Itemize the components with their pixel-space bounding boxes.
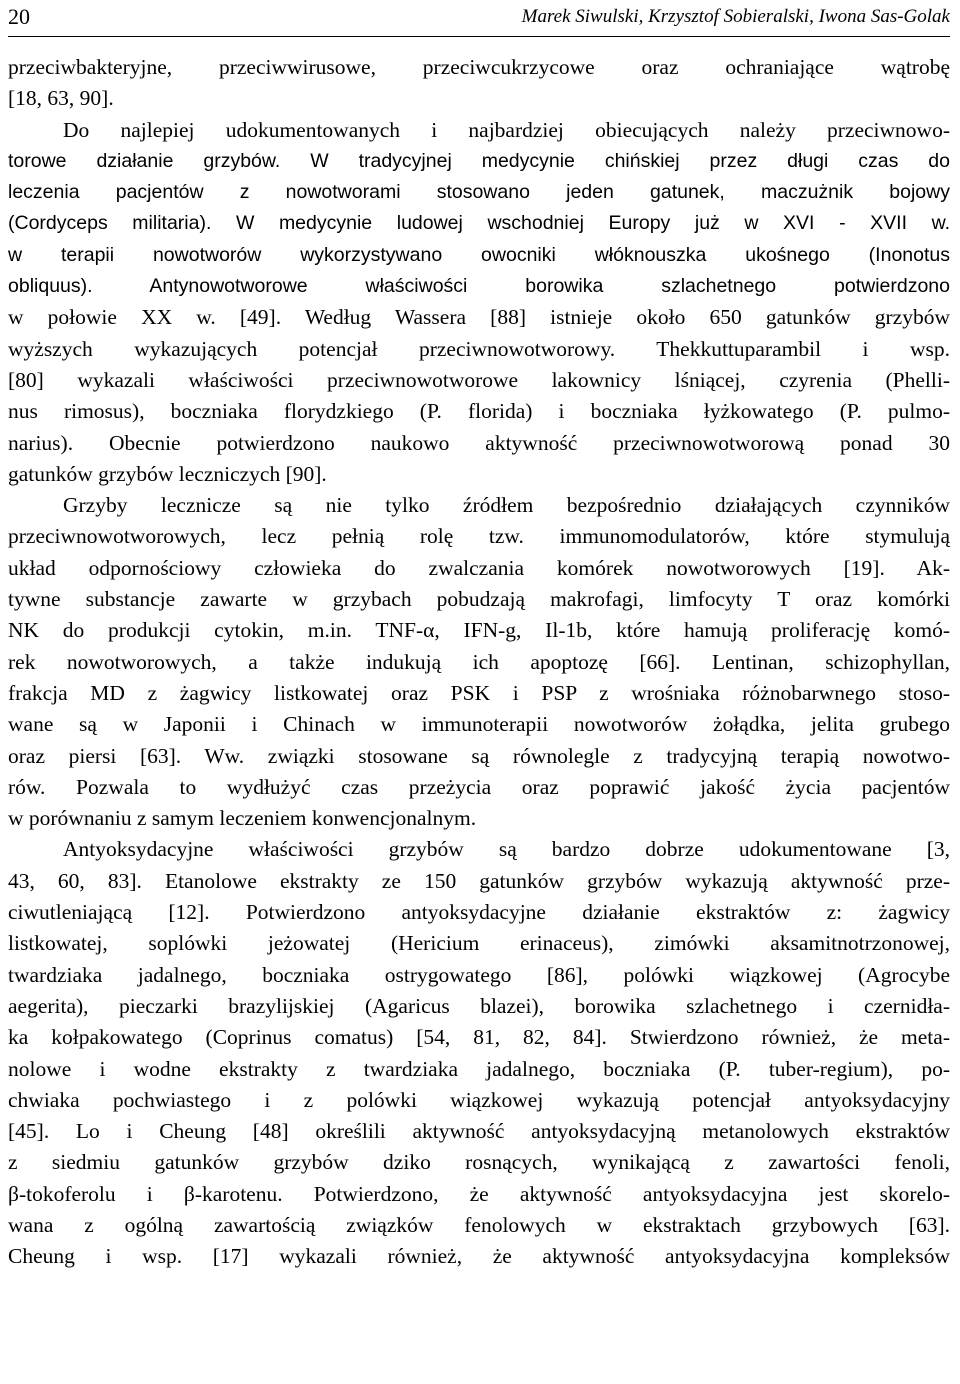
text-line: tywne substancje zawarte w grzybach pobudzają makrofagi, limfocyty T oraz komórki bbox=[8, 587, 950, 612]
body-text bbox=[8, 52, 950, 1273]
text-line: układ odpornościowy człowieka do zwalczania komórek nowotworowych [19]. Ak- bbox=[8, 555, 950, 580]
text-line: frakcja MD z żagwicy listkowatej oraz PSK i PSP z wrośniaka różnobarwnego stoso- bbox=[8, 680, 950, 705]
text-line: nus rimosus), boczniaka florydzkiego (P. florida) i boczniaka łyżkowatego (P. pulmo- bbox=[8, 399, 950, 424]
text-line: [45]. Lo i Cheung [48] określili aktywność antyoksydacyjną metanolowych ekstraktów bbox=[8, 1119, 950, 1144]
paragraph-start-line: Grzyby lecznicze są nie tylko źródłem bezpośrednio działających czynników bbox=[63, 493, 950, 518]
text-line: rek nowotworowych, a także indukują ich apoptozę [66]. Lentinan, schizophyllan, bbox=[8, 649, 950, 674]
paragraph-start-line: Do najlepiej udokumentowanych i najbardziej obiecujących należy przeciwnowo- bbox=[63, 117, 950, 142]
text-line: aegerita), pieczarki brazylijskiej (Agaricus blazei), borowika szlachetnego i czernidła- bbox=[8, 993, 950, 1018]
text-line: w terapii nowotworów wykorzystywano owocniki włóknouszka ukośnego (Inonotus bbox=[8, 243, 950, 266]
text-line: wana z ogólną zawartością związków fenolowych w ekstraktach grzybowych [63]. bbox=[8, 1212, 950, 1237]
text-line: obliquus). Antynowotworowe właściwości borowika szlachetnego potwierdzono bbox=[8, 275, 950, 298]
text-line: w połowie XX w. [49]. Według Wassera [88] istnieje około 650 gatunków grzybów bbox=[8, 305, 950, 330]
text-line: z siedmiu gatunków grzybów dziko rosnących, wynikającą z zawartości fenoli, bbox=[8, 1150, 950, 1175]
text-line: [80] wykazali właściwości przeciwnowotworowe lakownicy lśniącej, czyrenia (Phelli- bbox=[8, 367, 950, 392]
text-line: narius). Obecnie potwierdzono naukowo aktywność przeciwnowotworową ponad 30 bbox=[8, 430, 950, 455]
text-line: (Cordyceps militaria). W medycynie ludowej wschodniej Europy już w XVI - XVII w. bbox=[8, 212, 950, 235]
text-line: listkowatej, soplówki jeżowatej (Hericium erinaceus), zimówki aksamitnotrzonowej, bbox=[8, 931, 950, 956]
running-head: Marek Siwulski, Krzysztof Sobieralski, Iwona Sas-Golak bbox=[521, 6, 950, 27]
text-line: ka kołpakowatego (Coprinus comatus) [54, 81, 82, 84]. Stwierdzono również, że meta- bbox=[8, 1025, 950, 1050]
text-line: [18, 63, 90]. bbox=[8, 86, 114, 111]
text-line: przeciwbakteryjne, przeciwwirusowe, przeciwcukrzycowe oraz ochraniające wątrobę bbox=[8, 55, 950, 79]
text-line: twardziaka jadalnego, boczniaka ostrygowatego [86], polówki wiązkowej (Agrocybe bbox=[8, 962, 950, 987]
paragraph-start-line: Antyoksydacyjne właściwości grzybów są bardzo dobrze udokumentowane [3, bbox=[63, 837, 950, 862]
page-number: 20 bbox=[8, 4, 30, 29]
text-line: torowe działanie grzybów. W tradycyjnej medycynie chińskiej przez długi czas do bbox=[8, 149, 950, 172]
text-line: przeciwnowotworowych, lecz pełnią rolę tzw. immunomodulatorów, które stymulują bbox=[8, 524, 950, 549]
text-line: chwiaka pochwiastego i z polówki wiązkowej wykazują potencjał antyoksydacyjny bbox=[8, 1087, 950, 1112]
text-line: gatunków grzybów leczniczych [90]. bbox=[8, 461, 327, 486]
text-line: wane są w Japonii i Chinach w immunoterapii nowotworów żołądka, jelita grubego bbox=[8, 712, 950, 737]
text-line: w porównaniu z samym leczeniem konwencjonalnym. bbox=[8, 806, 477, 831]
text-line: wyższych wykazujących potencjał przeciwnowotworowy. Thekkuttuparambil i wsp. bbox=[8, 336, 950, 361]
text-line: nolowe i wodne ekstrakty z twardziaka jadalnego, boczniaka (P. tuber-regium), po- bbox=[8, 1056, 950, 1081]
text-line: β-tokoferolu i β-karotenu. Potwierdzono, że aktywność antyoksydacyjna jest skorelo- bbox=[8, 1181, 950, 1206]
text-line: leczenia pacjentów z nowotworami stosowano jeden gatunek, maczużnik bojowy bbox=[8, 181, 950, 204]
text-line: NK do produkcji cytokin, m.in. TNF-α, IFN-g, Il-1b, które hamują proliferację komó- bbox=[8, 618, 950, 643]
text-line: oraz piersi [63]. Ww. związki stosowane są równolegle z tradycyjną terapią nowotwo- bbox=[8, 743, 950, 768]
text-line: 43, 60, 83]. Etanolowe ekstrakty ze 150 gatunków grzybów wykazują aktywność prze- bbox=[8, 868, 950, 893]
text-line: ciwutleniającą [12]. Potwierdzono antyoksydacyjne działanie ekstraktów z: żagwicy bbox=[8, 900, 950, 925]
page-header bbox=[8, 0, 950, 37]
text-line: rów. Pozwala to wydłużyć czas przeżycia oraz poprawić jakość życia pacjentów bbox=[8, 774, 950, 799]
text-line: Cheung i wsp. [17] wykazali również, że aktywność antyoksydacyjna kompleksów bbox=[8, 1244, 950, 1269]
